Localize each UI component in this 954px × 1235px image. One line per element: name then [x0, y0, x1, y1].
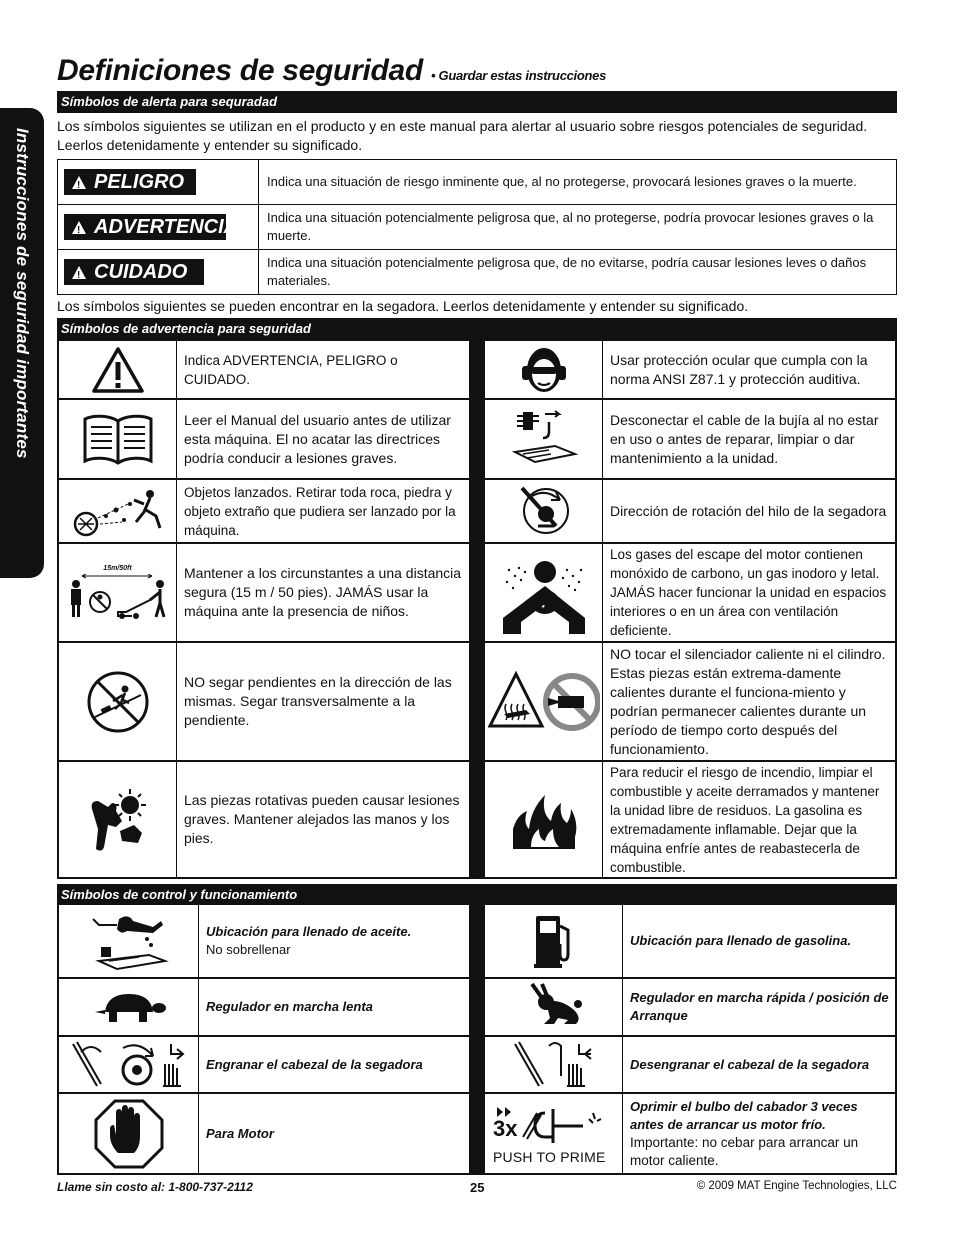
control-cell	[59, 905, 469, 977]
warning-cell: NO tocar el silenciador caliente ni el cilindro. Estas piezas están extrema-damente calientes durante el funciona-miento y podrían permanecer calientes durante un período de tiempo corto después del funcionamiento.	[485, 643, 895, 760]
stop-engine-label: Para Motor	[206, 1125, 274, 1141]
warning-cell: Leer el Manual del usuario antes de utilizar esta máquina. El no acatar las directrices podría conducir a lesiones graves.	[59, 400, 469, 478]
control-symbols-grid	[57, 904, 897, 1175]
warning-cell: Para reducir el riesgo de incendio, limpiar el combustible y aceite derramados y mantener la unidad libre de residuos. La gasolina es extremadamente inflamable. Dejar que la máquina enfríe antes de reabastecerla de combustible.	[485, 762, 895, 877]
signal-words-table	[57, 159, 897, 295]
thrown-objects-icon	[59, 480, 177, 542]
no-slope-mowing-icon	[59, 643, 177, 760]
footer-phone: Llame sin costo al: 1-800-737-2112	[57, 1180, 253, 1194]
side-tab	[0, 108, 44, 578]
fuel-fill-label: Ubicación para llenado de gasolina.	[630, 933, 852, 948]
distance-label: 15m/50ft	[103, 565, 132, 572]
page-title	[57, 54, 606, 88]
primer-bulb-icon	[485, 1094, 623, 1173]
rotating-parts-icon	[59, 762, 177, 877]
warning-symbols-grid	[57, 340, 897, 879]
warning-cell: 15m/50ft Mantener a los circunstantes a una distancia segura (15 m / 50 pies). JAMÁS usar la máquina ante la presencia de niños.	[59, 544, 469, 641]
warning-cell: NO segar pendientes en la dirección de las mismas. Segar transversalmente a la pendiente.	[59, 643, 469, 760]
control-cell	[485, 1094, 895, 1173]
control-cell	[485, 905, 895, 977]
section-bar-warning: Símbolos de advertencia para seguridad	[57, 318, 897, 340]
slow-throttle-label: Regulador en marcha lenta	[206, 999, 373, 1014]
warning-cell: Los gases del escape del motor contienen monóxido de carbono, un gas inodoro y letal. JAMÁS hacer funcionar la unidad en espacios interiores o en un área con ventilación deficiente.	[485, 544, 895, 641]
rabbit-fast-icon	[485, 979, 623, 1035]
engage-head-icon	[59, 1037, 199, 1092]
cuidado-badge: ! CUIDADO	[64, 259, 204, 285]
page-number: 25	[470, 1180, 485, 1195]
advertencia-badge: ! ADVERTENCIA	[64, 214, 226, 240]
control-cell	[59, 979, 469, 1035]
advertencia-definition: Indica una situación potencialmente peligrosa que, al no protegerse, podría provocar lesiones graves o la muerte.	[259, 205, 897, 250]
bystander-distance-icon	[59, 544, 177, 641]
eye-ear-protection-icon	[485, 341, 603, 398]
oil-fill-label: Ubicación para llenado de aceite.	[206, 924, 412, 939]
alert-triangle-icon	[59, 341, 177, 398]
warning-cell: Desconectar el cable de la bujía al no estar en uso o antes de reparar, limpiar o dar mantenimiento a la unidad.	[485, 400, 895, 478]
section-bar-alert: Símbolos de alerta para sequradad	[57, 91, 897, 113]
primer-note: Importante: no cebar para arrancar un motor caliente.	[630, 1134, 859, 1168]
disconnect-spark-plug-icon	[485, 400, 603, 478]
disengage-head-icon	[485, 1037, 623, 1092]
control-cell	[59, 1094, 469, 1173]
side-tab-label: Instrucciones de seguridad importantes	[13, 128, 32, 459]
footer-copyright: © 2009 MAT Engine Technologies, LLC	[696, 1180, 897, 1192]
warning-triangle-icon	[72, 221, 86, 234]
warning-triangle-icon	[72, 266, 86, 279]
signal-row-cuidado	[58, 250, 897, 295]
fuel-pump-icon	[485, 905, 623, 977]
hot-surface-icon	[485, 643, 603, 760]
peligro-definition: Indica una situación de riesgo inminente que, al no protegerse, provocará lesiones graves o la muerte.	[259, 160, 897, 205]
engage-head-label: Engranar el cabezal de la segadora	[206, 1056, 423, 1072]
stop-hand-icon	[59, 1094, 199, 1173]
signal-row-advertencia	[58, 205, 897, 250]
warning-triangle-icon	[72, 176, 86, 189]
fast-throttle-label: Regulador en marcha rápida / posición de Arranque	[630, 990, 889, 1023]
title-text: Definiciones de seguridad	[57, 54, 423, 87]
warning-cell: Indica ADVERTENCIA, PELIGRO o CUIDADO.	[59, 341, 469, 398]
oil-fill-note: No sobrellenar	[206, 942, 291, 957]
push-to-prime-label: PUSH TO PRIME	[493, 1148, 606, 1165]
control-cell	[59, 1037, 469, 1092]
intro-paragraph: Los símbolos siguientes se utilizan en el producto y en este manual para alertar al usuario sobre riesgos potenciales de seguridad. Leerlos detenidamente y entender su significado.	[57, 118, 868, 153]
line-rotation-icon	[485, 480, 603, 542]
signal-row-peligro	[58, 160, 897, 205]
read-manual-icon	[59, 400, 177, 478]
control-cell	[485, 979, 895, 1035]
warning-cell: Usar protección ocular que cumpla con la norma ANSI Z87.1 y protección auditiva.	[485, 341, 895, 398]
section-bar-control: Símbolos de control y funcionamiento	[57, 884, 897, 906]
primer-instruction: Oprimir el bulbo del cabador 3 veces antes de arrancar us motor frío.	[630, 1098, 858, 1132]
peligro-badge: ! PELIGRO	[64, 169, 196, 195]
disengage-head-label: Desengranar el cabezal de la segadora	[630, 1056, 870, 1072]
control-cell	[485, 1037, 895, 1092]
primer-count-label: 3x	[493, 1116, 518, 1141]
title-subtitle: • Guardar estas instrucciones	[430, 68, 607, 83]
warning-cell: Objetos lanzados. Retirar toda roca, piedra y objeto extraño que pudiera ser lanzado por la máquina.	[59, 480, 469, 542]
exhaust-gas-icon	[485, 544, 603, 641]
intro-paragraph-2: Los símbolos siguientes se pueden encontrar en la segadora. Leerlos detenidamente y entender su significado.	[57, 298, 749, 314]
warning-cell: Dirección de rotación del hilo de la segadora	[485, 480, 895, 542]
turtle-slow-icon	[59, 979, 199, 1035]
fire-hazard-icon	[485, 762, 603, 877]
warning-cell: Las piezas rotativas pueden causar lesiones graves. Mantener alejados las manos y los pies.	[59, 762, 469, 877]
cuidado-definition: Indica una situación potencialmente peligrosa que, de no evitarse, podría causar lesiones leves o daños materiales.	[259, 250, 897, 295]
oil-fill-icon	[59, 905, 199, 977]
